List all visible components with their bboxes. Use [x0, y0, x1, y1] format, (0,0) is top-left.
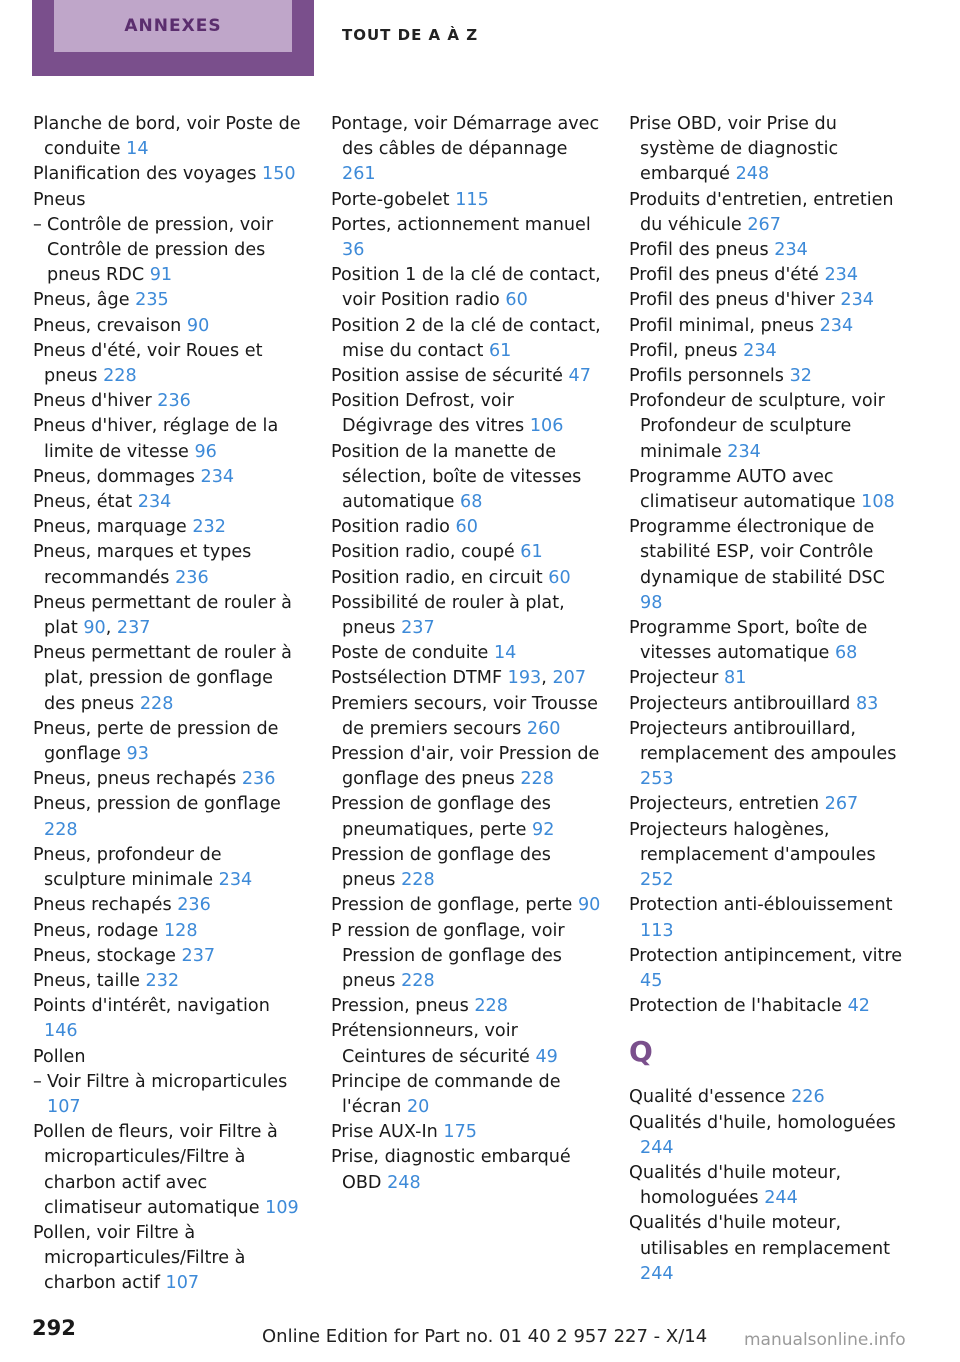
page-reference-link[interactable]: 42: [847, 996, 870, 1017]
index-entry-text: Pneus, taille: [33, 970, 140, 991]
index-entry-text: Projecteurs halogènes, remplacement d'ampoules: [629, 819, 876, 865]
index-entry-text: Prise, diagnostic embarqué OBD: [331, 1147, 571, 1193]
index-entry: [629, 994, 905, 1019]
index-entry-text: Pneus permettant de rouler à plat, pression de gonflage des pneus: [33, 643, 292, 714]
index-entry-text: Pneus, marquage: [33, 517, 187, 538]
index-entry-text: Position 2 de la clé de contact, mise du contact: [331, 315, 601, 361]
page-reference-link[interactable]: 237: [401, 618, 435, 639]
page-reference-link[interactable]: 146: [44, 1021, 78, 1042]
index-subentry: [33, 213, 305, 289]
index-entry-text: Position de la manette de sélection, boîte de vitesses automatique: [331, 441, 582, 513]
page-reference-link[interactable]: 83: [855, 693, 879, 714]
index-entry: [33, 792, 305, 842]
page-reference-link[interactable]: 60: [548, 567, 571, 588]
index-entry-text: Pneus, marques et types recommandés: [33, 542, 252, 588]
page-reference-link[interactable]: 90: [577, 895, 601, 916]
index-entry-text: Pression, pneus: [331, 996, 469, 1017]
page-reference-link[interactable]: 91: [149, 265, 173, 286]
page-reference-link[interactable]: 32: [789, 366, 812, 387]
index-entry-text: Voir Filtre à microparticules: [47, 1071, 288, 1092]
index-entry: [629, 1161, 905, 1211]
index-entry-text: Pression d'air, voir Pression de gonflage des pneus: [331, 744, 600, 790]
index-entry-text: Pneus, âge: [33, 290, 130, 311]
index-entry-text: Profil des pneus: [629, 240, 769, 261]
index-entry-text: Prise OBD, voir Prise du système de diagnostic embarqué: [629, 114, 839, 185]
index-entry-text: Position assise de sécurité: [331, 366, 563, 387]
index-entry: [629, 364, 905, 389]
index-entry-text: Prétensionneurs, voir Ceintures de sécurité: [331, 1021, 530, 1067]
index-entry: [629, 339, 905, 364]
index-entry: [629, 792, 905, 817]
page-reference-link[interactable]: 252: [640, 870, 674, 891]
index-entry: [629, 818, 905, 894]
index-entry-text: Pneus rechapés: [33, 895, 172, 916]
index-entry: [331, 540, 603, 565]
page-reference-link[interactable]: 175: [443, 1122, 477, 1143]
page-reference-link[interactable]: 20: [406, 1096, 430, 1117]
index-entry-text: Qualités d'huile moteur, utilisables en remplacement: [629, 1213, 891, 1259]
page-reference-link[interactable]: 234: [218, 870, 253, 891]
index-entry: [629, 288, 905, 313]
index-entry-text: Pneus, stockage: [33, 945, 176, 966]
page-reference-link[interactable]: 107: [47, 1096, 81, 1117]
index-entry: [629, 314, 905, 339]
index-entry: [331, 792, 603, 842]
index-entry: [331, 591, 603, 641]
index-entry-text: Profil des pneus d'hiver: [629, 290, 835, 311]
page-reference-link[interactable]: 108: [861, 492, 895, 513]
page-reference-link[interactable]: 68: [460, 492, 483, 513]
index-entry-text: Postsélection DTMF: [331, 668, 503, 689]
index-entry: [331, 1019, 603, 1069]
index-entry: [33, 994, 305, 1044]
page-reference-link[interactable]: 106: [529, 416, 564, 437]
index-entry-text: P ression de gonflage, voir Pression de gonflage des pneus: [331, 920, 565, 991]
index-entry: [33, 414, 305, 464]
page-reference-link[interactable]: 234: [743, 340, 777, 361]
page-reference-link[interactable]: 248: [387, 1172, 421, 1193]
index-entry: [33, 919, 305, 944]
index-entry-text: Points d'intérêt, navigation: [33, 996, 270, 1017]
page-reference-link[interactable]: 228: [139, 693, 174, 714]
index-entry-text: Pneus d'hiver, réglage de la limite de vitesse: [33, 416, 279, 462]
page-reference-link[interactable]: 90: [186, 315, 210, 336]
index-entry-text: Projecteur: [629, 668, 719, 689]
chapter-tab[interactable]: [32, 0, 314, 76]
index-entry-text: Pollen: [33, 1046, 86, 1067]
index-entry: [331, 843, 603, 893]
index-entry: [331, 440, 603, 516]
page-reference-link[interactable]: 244: [764, 1188, 798, 1209]
page-reference-link[interactable]: 150: [262, 164, 296, 185]
page-reference-link[interactable]: 244: [640, 1263, 674, 1284]
index-entry-text: Qualités d'huile, homologuées: [629, 1112, 896, 1133]
page-reference-link[interactable]: 260: [526, 718, 561, 739]
index-entry: [629, 238, 905, 263]
index-entry: [331, 213, 603, 263]
index-entry-text: Projecteurs antibrouillard: [629, 693, 851, 714]
index-column-3: [629, 112, 905, 1287]
page-reference-link[interactable]: 253: [640, 769, 674, 790]
index-entry-text: Pneus d'hiver: [33, 391, 152, 412]
index-entry-text: Pneus, perte de pression de gonflage: [33, 718, 279, 765]
index-entry-text: Pneus permettant de rouler à plat: [33, 592, 292, 639]
page-reference-link[interactable]: 228: [401, 870, 435, 891]
index-entry: [629, 616, 905, 666]
index-entry: [33, 641, 305, 717]
page-number: 292: [32, 1316, 76, 1340]
chapter-tab-label: ANNEXES: [54, 0, 292, 52]
index-entry: [33, 540, 305, 590]
index-entry: [331, 1070, 603, 1120]
index-entry-text: Pneus, dommages: [33, 466, 195, 487]
page-reference-link[interactable]: 248: [735, 164, 770, 185]
index-entry-text: Prise AUX-In: [331, 1122, 438, 1143]
subentry-dash: –: [33, 214, 42, 235]
index-entry: [629, 717, 905, 793]
index-letter-heading: Q: [629, 1035, 653, 1069]
index-column-2: [331, 112, 603, 1196]
index-entry: [33, 112, 305, 162]
page-reference-link[interactable]: 228: [103, 366, 137, 387]
index-entry: [33, 465, 305, 490]
page-reference-link[interactable]: 236: [175, 567, 209, 588]
index-entry-text: Programme AUTO avec climatiseur automatique: [629, 466, 856, 513]
page-reference-link[interactable]: 68: [834, 643, 858, 664]
page-reference-link[interactable]: 235: [135, 290, 169, 311]
page-reference-link[interactable]: 93: [126, 744, 149, 765]
index-entry: [629, 944, 905, 994]
index-entry: [33, 1221, 305, 1297]
section-tab-label[interactable]: TOUT DE A À Z: [342, 26, 479, 44]
index-entry: [331, 566, 603, 591]
index-entry: [33, 314, 305, 339]
index-entry: [331, 389, 603, 439]
index-entry: [33, 893, 305, 918]
index-entry: [331, 994, 603, 1019]
index-entry-text: Pneus: [33, 189, 86, 210]
page-reference-link[interactable]: 244: [640, 1137, 674, 1158]
page-reference-link[interactable]: 45: [640, 970, 663, 991]
page-reference-link[interactable]: 61: [488, 340, 512, 361]
page-reference-link[interactable]: 267: [747, 214, 781, 235]
page-reference-link[interactable]: 234: [840, 290, 874, 311]
page-reference-link[interactable]: 234: [200, 466, 235, 487]
index-entry: [331, 314, 603, 364]
page-reference-link[interactable]: 90: [83, 618, 106, 639]
index-entry: [629, 263, 905, 288]
page-reference-link[interactable]: 113: [640, 920, 674, 941]
index-entry: [629, 692, 905, 717]
index-entry: [331, 742, 603, 792]
index-entry: [33, 1045, 305, 1070]
index-entry: [629, 188, 905, 238]
page-reference-link[interactable]: 261: [342, 164, 376, 185]
index-entry-text: Portes, actionnement manuel: [331, 214, 591, 235]
index-entry: [331, 692, 603, 742]
index-entry-text: Protection de l'habitacle: [629, 996, 842, 1017]
page-reference-link[interactable]: 115: [455, 189, 489, 210]
index-entry-text: Profil des pneus d'été: [629, 265, 819, 286]
index-entry: [33, 944, 305, 969]
index-entry-text: Pollen, voir Filtre à microparticules/Filtre à charbon actif: [33, 1222, 246, 1294]
index-entry: [629, 515, 905, 616]
index-entry-text: Planche de bord, voir Poste de conduite: [33, 114, 301, 160]
index-entry-text: Planification des voyages: [33, 164, 257, 185]
index-entry-text: Projecteurs antibrouillard, remplacement des ampoules: [629, 718, 897, 765]
page-reference-link[interactable]: 228: [520, 769, 554, 790]
page-reference-link[interactable]: 193: [507, 668, 542, 689]
index-entry-text: Pression de gonflage des pneumatiques, perte: [331, 794, 551, 840]
page-reference-link[interactable]: 60: [455, 517, 478, 538]
page-reference-link[interactable]: 228: [401, 970, 435, 991]
index-entry: [629, 1211, 905, 1287]
index-entry: [33, 188, 305, 213]
index-entry: [331, 188, 603, 213]
index-entry-text: Profondeur de sculpture, voir Profondeur de sculpture minimale: [629, 391, 885, 462]
index-entry-text: Pollen de fleurs, voir Filtre à microparticules/Filtre à charbon actif avec climatiseur automatique: [33, 1122, 278, 1218]
index-entry-text: Qualité d'essence: [629, 1087, 786, 1108]
index-entry-text: Position Defrost, voir Dégivrage des vitres: [331, 391, 525, 437]
index-entry-text: Pneus, rodage: [33, 920, 159, 941]
index-entry: [33, 717, 305, 767]
page-reference-link[interactable]: 49: [535, 1046, 558, 1067]
index-entry: [331, 263, 603, 313]
index-entry-text: Poste de conduite: [331, 643, 489, 664]
index-entry-text: Possibilité de rouler à plat, pneus: [331, 592, 565, 639]
index-entry: [33, 162, 305, 187]
index-entry-text: Protection anti-éblouissement: [629, 895, 893, 916]
index-entry-text: Profils personnels: [629, 366, 784, 387]
index-entry-text: Pneus, crevaison: [33, 315, 182, 336]
watermark: manualsonline.info: [744, 1330, 906, 1350]
page-reference-link[interactable]: 236: [157, 391, 191, 412]
index-entry-text: Position radio, coupé: [331, 542, 515, 563]
index-entry-text: Profil minimal, pneus: [629, 315, 814, 336]
index-entry: [331, 364, 603, 389]
page-reference-link[interactable]: 226: [791, 1087, 825, 1108]
page-reference-link[interactable]: 47: [568, 366, 591, 387]
index-entry: [331, 1120, 603, 1145]
index-entry: [33, 389, 305, 414]
page-reference-link[interactable]: 228: [44, 819, 78, 840]
page-reference-link[interactable]: 234: [137, 492, 172, 513]
index-entry-text: Protection antipincement, vitre: [629, 945, 903, 966]
page-reference-link[interactable]: 81: [724, 668, 747, 689]
index-entry: [331, 893, 603, 918]
page-reference-link[interactable]: 36: [342, 240, 365, 261]
index-entry: [33, 843, 305, 893]
page-reference-link[interactable]: 236: [241, 769, 276, 790]
page-reference-link[interactable]: 60: [505, 290, 528, 311]
index-entry: [331, 641, 603, 666]
index-entry-text: Pression de gonflage des pneus: [331, 844, 551, 891]
page-reference-link[interactable]: 14: [126, 139, 149, 160]
page-reference-link[interactable]: 232: [192, 517, 226, 538]
index-entry-text: Produits d'entretien, entretien du véhicule: [629, 189, 894, 235]
page-reference-link[interactable]: 92: [532, 819, 555, 840]
index-entry: [331, 112, 603, 188]
index-entry-text: Principe de commande de l'écran: [331, 1071, 561, 1117]
page-reference-link[interactable]: 228: [474, 996, 508, 1017]
page-reference-link[interactable]: 61: [520, 542, 543, 563]
index-column-1: [33, 112, 305, 1297]
index-entry-text: Profil, pneus: [629, 340, 738, 361]
index-entry: [33, 767, 305, 792]
index-entry: [33, 1120, 305, 1221]
index-entry-text: Qualités d'huile moteur, homologuées: [629, 1162, 842, 1209]
index-entry: [33, 515, 305, 540]
page-reference-link[interactable]: 109: [265, 1197, 299, 1218]
index-entry: [629, 1085, 905, 1110]
index-entry: [33, 490, 305, 515]
page-reference-link[interactable]: 98: [640, 592, 663, 613]
index-entry-text: Contrôle de pression, voir Contrôle de pression des pneus RDC: [47, 214, 274, 286]
index-subentry: [33, 1070, 305, 1120]
index-entry-text: Position 1 de la clé de contact, voir Position radio: [331, 265, 601, 311]
index-entry: [331, 919, 603, 995]
index-entry: Pneus permettant de rouler à plat 90, 237: [33, 592, 292, 639]
index-entry-text: Projecteurs, entretien: [629, 794, 820, 815]
index-entry-text: Position radio, en circuit: [331, 567, 543, 588]
page-reference-link[interactable]: 207: [552, 668, 587, 689]
page-reference-link[interactable]: 232: [145, 970, 180, 991]
page-reference-link[interactable]: 237: [181, 945, 216, 966]
edition-footer: Online Edition for Part no. 01 40 2 957 227 - X/14: [262, 1326, 708, 1347]
index-entry: [629, 893, 905, 943]
subentry-dash: –: [33, 1071, 42, 1092]
index-entry: [629, 666, 905, 691]
page-reference-link[interactable]: 267: [824, 794, 859, 815]
index-entry: [331, 515, 603, 540]
index-entry-text: Pneus, profondeur de sculpture minimale: [33, 844, 222, 891]
page-reference-link[interactable]: 234: [819, 315, 854, 336]
index-entry-text: Pneus, pression de gonflage: [33, 794, 281, 815]
page-reference-link[interactable]: 234: [727, 441, 761, 462]
index-entry-text: Position radio: [331, 517, 450, 538]
index-entry: [629, 1111, 905, 1161]
page-reference-link[interactable]: 96: [194, 441, 217, 462]
index-entry-text: Pontage, voir Démarrage avec des câbles de dépannage: [331, 114, 600, 160]
index-entry: [629, 465, 905, 515]
page-reference-link[interactable]: 237: [116, 618, 151, 639]
index-entry: [33, 969, 305, 994]
page-reference-link[interactable]: 128: [163, 920, 198, 941]
page-reference-link[interactable]: 234: [774, 240, 808, 261]
page-reference-link[interactable]: 236: [177, 895, 211, 916]
index-entry-text: Pneus, état: [33, 492, 133, 513]
index-entry-text: Programme Sport, boîte de vitesses automatique: [629, 618, 868, 664]
index-entry-text: Pneus, pneus rechapés: [33, 769, 237, 790]
index-entry-text: Pneus d'été, voir Roues et pneus: [33, 340, 263, 387]
index-entry-text: Pression de gonflage, perte: [331, 895, 573, 916]
index-entry-text: Premiers secours, voir Trousse de premiers secours: [331, 693, 598, 739]
index-entry: [629, 389, 905, 465]
index-entry-text: Programme électronique de stabilité ESP, voir Contrôle dynamique de stabilité DSC: [629, 517, 885, 588]
index-entry-text: Porte-gobelet: [331, 189, 450, 210]
index-entry: [331, 1145, 603, 1195]
page-reference-link[interactable]: 107: [165, 1273, 200, 1294]
index-entry: [33, 288, 305, 313]
page-reference-link[interactable]: 14: [493, 643, 517, 664]
page-reference-link[interactable]: 234: [824, 265, 859, 286]
index-entry: [629, 112, 905, 188]
index-entry: [33, 339, 305, 389]
index-entry: Postsélection DTMF 193, 207: [331, 668, 587, 689]
